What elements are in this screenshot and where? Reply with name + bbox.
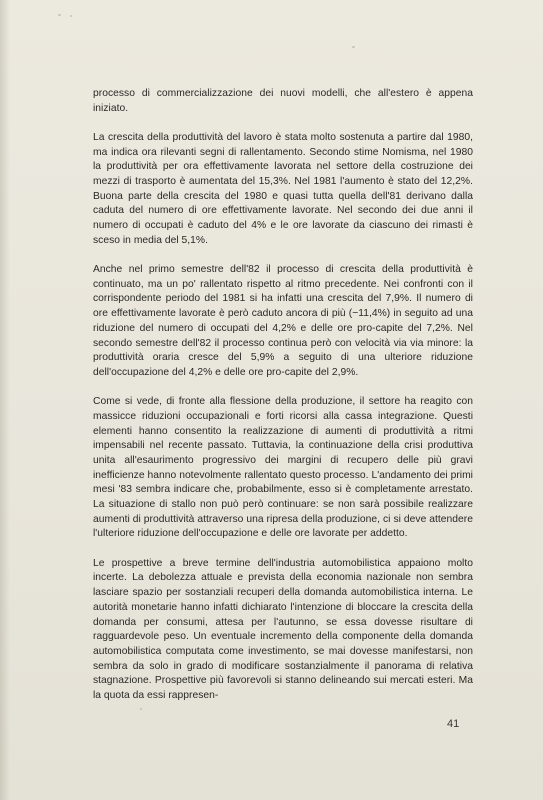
paragraph-3: Anche nel primo semestre dell'82 il processo di crescita della produttività è continuato, ma un po' rallentato rispetto al ritmo precedente. Nei confronti con il corrispondente periodo del 1981 si ha infatti una crescita del 7,9%. Il numero di ore effettivamente lavorate è però caduto ancora di più (−11,4%) in seguito ad una riduzione del numero di occupati del 4,2% e delle ore pro-capite del 7,2%. Nel secondo semestre dell'82 il processo continua però con velocità via via minore: la produttività oraria cresce del 5,9% a seguito di una ulteriore riduzione dell'occupazione del 4,2% e delle ore pro-capite del 2,9%. xyxy=(93,264,473,378)
paragraph-4: Come si vede, di fronte alla flessione della produzione, il settore ha reagito con massicce riduzioni occupazionali e forti ricorsi alla cassa integrazione. Questi elementi hanno consentito la realizzazione di aumenti di produttività a ritmi impensabili nel recente passato. Tuttavia, la continuazione della crisi produttiva unita all'esaurimento progressivo dei margini di recupero delle più gravi inefficienze hanno notevolmente rallentato questo processo. L'andamento dei primi mesi '83 sembra indicare che, probabilmente, esso si è completamente arrestato. La situazione di stallo non può però continuare: se non sarà possibile realizzare aumenti di produttività attraverso una ripresa della produzione, ci si deve attendere l'ulteriore riduzione dell'occupazione e delle ore lavorate per addetto. xyxy=(93,396,473,540)
paragraph-5: Le prospettive a breve termine dell'industria automobilistica appaiono molto incerte. La debolezza attuale e prevista della economia nazionale non sembra lasciare spazio per sostanziali recuperi della domanda automobilistica interna. Le autorità monetarie hanno infatti dichiarato l'intenzione di bloccare la crescita della domanda per consumi, attesa per l'autunno, se essa dovesse risultare di ragguardevole peso. Un eventuale incremento della componente della domanda automobilistica computata come investimento, se mai dovesse manifestarsi, non sembra da solo in grado di modificare sostanzialmente il panorama di relativa stagnazione. Prospettive più favorevoli si stanno delineando sui mercati esteri. Ma la quota da essi rappresen- xyxy=(93,557,473,702)
paragraph-2: La crescita della produttività del lavoro è stata molto sostenuta a partire dal 1980, ma indica ora rilevanti segni di rallentamento. Secondo stime Nomisma, nel 1980 la produttività per ora effettivamente lavorata nel settore della costruzione dei mezzi di trasporto è aumentata del 15,3%. Nel 1981 l'aumento è stato del 12,2%. Buona parte della crescita del 1980 e quasi tutta quella dell'81 derivano dalla caduta del numero di ore effettivamente lavorate. Nel secondo dei due anni il numero di occupati è caduto del 4% e le ore lavorate da ciascuno dei rimasti è sceso in media del 5,1%. xyxy=(93,131,473,246)
paragraph-1: processo di commercializzazione dei nuovi modelli, che all'estero è appena iniziato. xyxy=(93,88,473,114)
page-edge-shadow xyxy=(0,0,10,800)
page-number: 41 xyxy=(447,718,460,730)
body-text xyxy=(93,87,473,704)
scan-speck xyxy=(352,46,355,48)
scan-speck xyxy=(140,708,142,710)
scan-speck xyxy=(70,15,72,17)
scan-speck xyxy=(58,14,61,16)
